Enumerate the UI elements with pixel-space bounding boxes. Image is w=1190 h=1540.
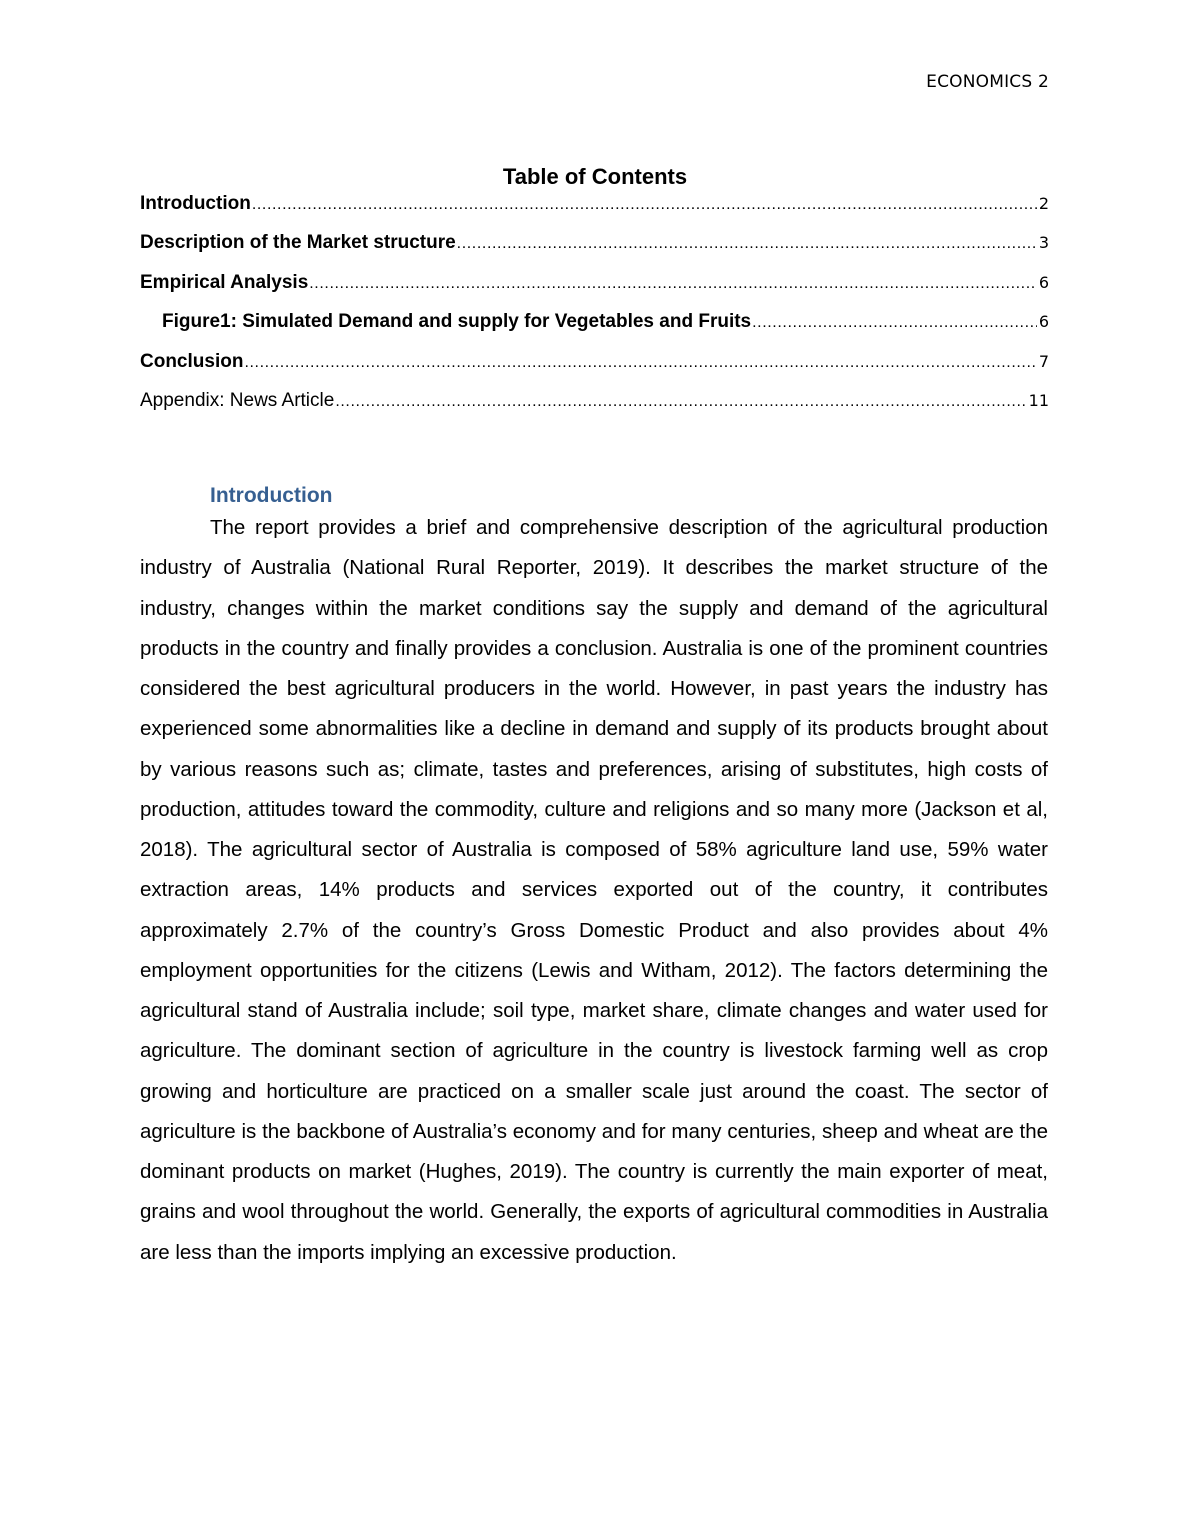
toc-entry-conclusion[interactable] [140, 351, 1049, 390]
dot-leader [252, 196, 1037, 214]
toc-page-number: 7 [1038, 351, 1049, 371]
toc-title: Table of Contents [502, 164, 688, 189]
toc-entry-label: Empirical Analysis [140, 271, 309, 293]
dot-leader [244, 354, 1036, 372]
toc-entry-label: Appendix: News Article [140, 389, 335, 411]
introduction-paragraph: The report provides a brief and comprehensive description of the agricultural production industry of Australia (National Rural Reporter, 2019). It describes the market structure of the industry, changes within the market conditions say the supply and demand of the agricultural products in the country and finally provides a conclusion. Australia is one of the prominent countries considered the best agricultural producers in the world. However, in past years the industry has experienced some abnormalities like a decline in demand and supply of its products brought about by various reasons such as; climate, tastes and preferences, arising of substitutes, high costs of production, attitudes toward the commodity, culture and religions and so many more (Jackson et al, 2018). The agricultural sector of Australia is composed of 58% agriculture land use, 59% water extraction areas, 14% products and services exported out of the country, it contributes approximately 2.7% of the country’s Gross Domestic Product and also provides about 4% employment opportunities for the citizens (Lewis and Witham, 2012). The factors determining the agricultural stand of Australia include; soil type, market share, climate changes and water used for agriculture. The dominant section of agriculture in the country is livestock farming well as crop growing and horticulture are practiced on a smaller scale just around the coast. The sector of agriculture is the backbone of Australia’s economy and for many centuries, sheep and wheat are the dominant products on market (Hughes, 2019). The country is currently the main exporter of meat, grains and wool throughout the world. Generally, the exports of agricultural commodities in Australia are less than the imports implying an excessive production. [140, 516, 1048, 1264]
toc-entry-empirical-analysis[interactable] [140, 272, 1049, 311]
toc-page-number: 6 [1038, 312, 1049, 332]
toc-page-number: 6 [1038, 272, 1049, 292]
dot-leader [309, 275, 1037, 293]
toc-entry-figure1[interactable] [140, 311, 1049, 350]
dot-leader [335, 393, 1026, 411]
toc-page-number: 3 [1038, 233, 1049, 253]
table-of-contents [140, 193, 1049, 429]
dot-leader [457, 235, 1037, 253]
toc-page-number: 11 [1028, 390, 1049, 410]
toc-entry-label: Figure1: Simulated Demand and supply for Vegetables and Fruits [162, 311, 752, 333]
section-heading-introduction: Introduction [210, 484, 333, 507]
toc-entry-label: Introduction [140, 193, 251, 214]
toc-entry-appendix[interactable] [140, 390, 1049, 429]
running-head: ECONOMICS 2 [926, 72, 1049, 92]
toc-page-number: 2 [1038, 194, 1049, 213]
toc-entry-market-structure[interactable] [140, 232, 1049, 271]
dot-leader [752, 314, 1037, 332]
toc-entry-label: Conclusion [140, 350, 244, 372]
toc-entry-introduction[interactable] [140, 193, 1049, 232]
toc-entry-label: Description of the Market structure [140, 232, 456, 254]
